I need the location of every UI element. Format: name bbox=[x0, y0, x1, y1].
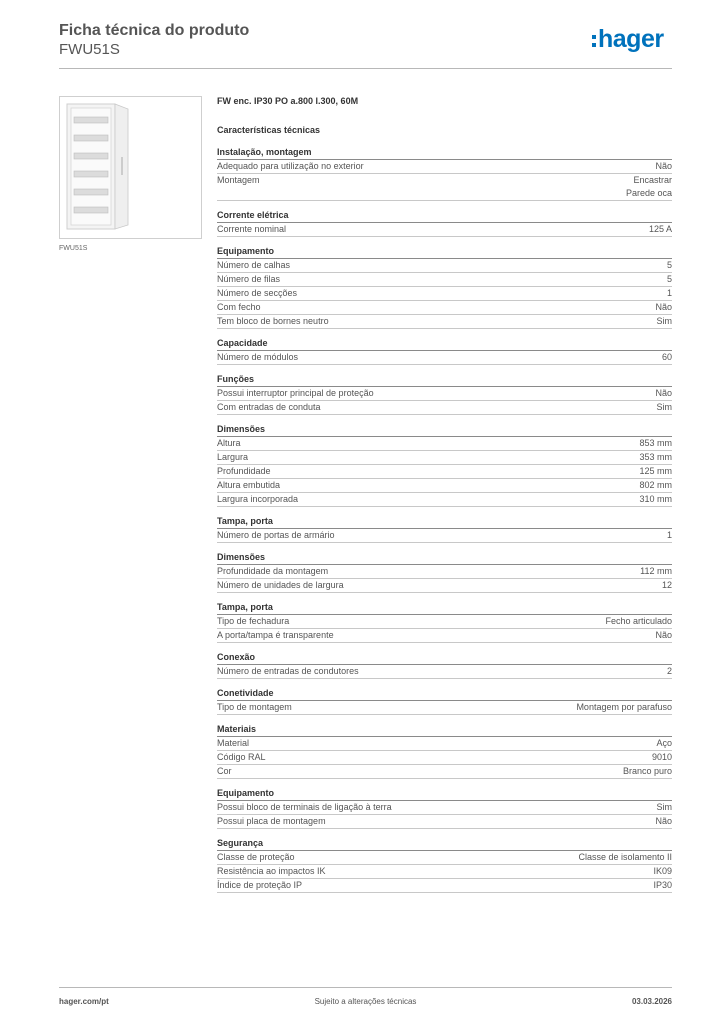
spec-value-line: 1 bbox=[666, 288, 672, 298]
section-title: Dimensões bbox=[217, 423, 672, 437]
spec-value-line: Sim bbox=[656, 402, 672, 412]
spec-value-line: IP30 bbox=[653, 880, 672, 890]
spec-label: Código RAL bbox=[217, 752, 266, 762]
footer-divider bbox=[59, 987, 672, 988]
spec-value bbox=[640, 565, 672, 578]
spec-row bbox=[217, 287, 672, 301]
spec-section bbox=[217, 787, 672, 829]
spec-row bbox=[217, 565, 672, 579]
spec-row bbox=[217, 401, 672, 415]
spec-row bbox=[217, 465, 672, 479]
spec-value bbox=[639, 479, 672, 492]
spec-value bbox=[657, 401, 673, 414]
spec-value bbox=[667, 273, 672, 286]
section-title: Tampa, porta bbox=[217, 601, 672, 615]
section-title: Instalação, montagem bbox=[217, 146, 672, 160]
spec-value bbox=[667, 287, 672, 300]
spec-row bbox=[217, 851, 672, 865]
hager-logo[interactable] bbox=[592, 26, 664, 52]
spec-row bbox=[217, 579, 672, 593]
spec-value-line: 9010 bbox=[651, 752, 672, 762]
spec-label: Número de portas de armário bbox=[217, 530, 335, 540]
spec-row bbox=[217, 629, 672, 643]
spec-label: Número de módulos bbox=[217, 352, 299, 362]
spec-label: Com entradas de conduta bbox=[217, 402, 321, 412]
spec-label: Cor bbox=[217, 766, 232, 776]
spec-label: Tipo de montagem bbox=[217, 702, 292, 712]
spec-section bbox=[217, 601, 672, 643]
spec-value-line: 310 mm bbox=[639, 494, 672, 504]
spec-label: Profundidade da montagem bbox=[217, 566, 329, 576]
spec-value bbox=[657, 801, 673, 814]
spec-label: Possui placa de montagem bbox=[217, 816, 326, 826]
section-title: Corrente elétrica bbox=[217, 209, 672, 223]
enclosure-illustration bbox=[60, 97, 201, 238]
spec-value bbox=[605, 615, 672, 628]
spec-section bbox=[217, 423, 672, 507]
section-title: Materiais bbox=[217, 723, 672, 737]
spec-value-line: 5 bbox=[666, 274, 672, 284]
spec-row bbox=[217, 273, 672, 287]
spec-value bbox=[626, 174, 672, 200]
spec-value bbox=[662, 579, 672, 592]
spec-value-line: 802 mm bbox=[639, 480, 672, 490]
spec-value bbox=[653, 865, 672, 878]
spec-row bbox=[217, 865, 672, 879]
spec-label: Tipo de fechadura bbox=[217, 616, 290, 626]
spec-value bbox=[576, 701, 672, 714]
spec-value-line: 853 mm bbox=[639, 438, 672, 448]
spec-label: Possui interruptor principal de proteção bbox=[217, 388, 374, 398]
spec-sections bbox=[217, 146, 672, 893]
spec-row bbox=[217, 879, 672, 893]
spec-row bbox=[217, 451, 672, 465]
spec-row bbox=[217, 315, 672, 329]
spec-row bbox=[217, 301, 672, 315]
spec-value-line: Parede oca bbox=[625, 188, 672, 198]
spec-value bbox=[578, 851, 672, 864]
section-title: Tampa, porta bbox=[217, 515, 672, 529]
footer-disclaimer: Sujeito a alterações técnicas bbox=[314, 997, 417, 1006]
spec-content bbox=[217, 96, 672, 901]
footer-date: 03.03.2026 bbox=[631, 997, 672, 1006]
image-caption: FWU51S bbox=[59, 245, 88, 252]
product-code: FWU51S bbox=[59, 41, 120, 58]
spec-value-line: Encastrar bbox=[633, 175, 672, 185]
spec-value-line: Fecho articulado bbox=[605, 616, 672, 626]
section-title: Capacidade bbox=[217, 337, 672, 351]
spec-label: Número de unidades de largura bbox=[217, 580, 344, 590]
spec-label: Possui bloco de terminais de ligação à terra bbox=[217, 802, 392, 812]
spec-label: Largura bbox=[217, 452, 249, 462]
spec-section bbox=[217, 651, 672, 679]
spec-value bbox=[652, 751, 672, 764]
spec-label: Número de filas bbox=[217, 274, 281, 284]
spec-label: Altura embutida bbox=[217, 480, 281, 490]
spec-label: Adequado para utilização no exterior bbox=[217, 161, 364, 171]
spec-row bbox=[217, 437, 672, 451]
spec-value bbox=[639, 437, 672, 450]
spec-row bbox=[217, 765, 672, 779]
spec-section bbox=[217, 687, 672, 715]
spec-label: Corrente nominal bbox=[217, 224, 287, 234]
spec-label: Número de entradas de condutores bbox=[217, 666, 359, 676]
spec-row bbox=[217, 351, 672, 365]
spec-label: Tem bloco de bornes neutro bbox=[217, 316, 329, 326]
spec-row bbox=[217, 615, 672, 629]
product-image bbox=[59, 96, 202, 239]
spec-value bbox=[662, 351, 672, 364]
spec-value bbox=[657, 315, 673, 328]
spec-value-line: IK09 bbox=[653, 866, 672, 876]
spec-row bbox=[217, 387, 672, 401]
spec-value bbox=[655, 160, 672, 173]
spec-value-line: Não bbox=[655, 161, 672, 171]
section-title: Equipamento bbox=[217, 245, 672, 259]
spec-row bbox=[217, 479, 672, 493]
spec-value-line: 1 bbox=[666, 530, 672, 540]
page-header bbox=[59, 22, 249, 59]
section-title: Funções bbox=[217, 373, 672, 387]
spec-value bbox=[655, 387, 672, 400]
spec-value bbox=[649, 223, 672, 236]
spec-value bbox=[667, 529, 672, 542]
logo-text: hager bbox=[598, 25, 664, 53]
spec-label: Material bbox=[217, 738, 250, 748]
spec-row bbox=[217, 529, 672, 543]
spec-value-line: Não bbox=[655, 630, 672, 640]
spec-row bbox=[217, 751, 672, 765]
header-divider bbox=[59, 68, 672, 69]
spec-value bbox=[623, 765, 672, 778]
spec-value bbox=[667, 259, 672, 272]
spec-label: Resistência ao impactos IK bbox=[217, 866, 326, 876]
footer-website-link[interactable]: hager.com/pt bbox=[59, 997, 109, 1006]
spec-section bbox=[217, 146, 672, 201]
spec-section bbox=[217, 373, 672, 415]
spec-row bbox=[217, 801, 672, 815]
spec-row bbox=[217, 493, 672, 507]
spec-row bbox=[217, 223, 672, 237]
spec-value bbox=[639, 465, 672, 478]
section-title: Conexão bbox=[217, 651, 672, 665]
spec-row bbox=[217, 665, 672, 679]
spec-value bbox=[656, 737, 672, 750]
spec-section bbox=[217, 337, 672, 365]
spec-row bbox=[217, 259, 672, 273]
spec-value-line: 2 bbox=[666, 666, 672, 676]
spec-value-line: 125 A bbox=[648, 224, 672, 234]
spec-value bbox=[639, 493, 672, 506]
spec-value-line: 12 bbox=[661, 580, 672, 590]
spec-value-line: 125 mm bbox=[639, 466, 672, 476]
section-title: Segurança bbox=[217, 837, 672, 851]
spec-value-line: 353 mm bbox=[639, 452, 672, 462]
spec-row bbox=[217, 174, 672, 201]
spec-section bbox=[217, 245, 672, 329]
spec-section bbox=[217, 723, 672, 779]
spec-section bbox=[217, 551, 672, 593]
spec-label: Montagem bbox=[217, 175, 260, 185]
spec-row bbox=[217, 160, 672, 174]
spec-label: Classe de proteção bbox=[217, 852, 295, 862]
spec-value bbox=[655, 301, 672, 314]
spec-section bbox=[217, 209, 672, 237]
spec-value bbox=[655, 815, 672, 828]
spec-value-line: Branco puro bbox=[622, 766, 672, 776]
section-title: Dimensões bbox=[217, 551, 672, 565]
spec-value-line: Classe de isolamento II bbox=[578, 852, 672, 862]
spec-value bbox=[667, 665, 672, 678]
spec-row bbox=[217, 737, 672, 751]
spec-value-line: Sim bbox=[656, 802, 672, 812]
spec-label: Índice de proteção IP bbox=[217, 880, 303, 890]
spec-row bbox=[217, 815, 672, 829]
spec-value-line: Montagem por parafuso bbox=[576, 702, 672, 712]
spec-label: Altura bbox=[217, 438, 241, 448]
tech-characteristics-heading: Características técnicas bbox=[217, 125, 321, 135]
section-title: Conetividade bbox=[217, 687, 672, 701]
spec-value-line: Não bbox=[655, 816, 672, 826]
section-title: Equipamento bbox=[217, 787, 672, 801]
spec-label: Com fecho bbox=[217, 302, 261, 312]
spec-section bbox=[217, 515, 672, 543]
spec-value-line: Não bbox=[655, 388, 672, 398]
spec-value-line: 5 bbox=[666, 260, 672, 270]
spec-value bbox=[639, 451, 672, 464]
spec-value-line: Aço bbox=[656, 738, 672, 748]
spec-label: A porta/tampa é transparente bbox=[217, 630, 334, 640]
page-title: Ficha técnica do produto bbox=[59, 22, 250, 39]
spec-value-line: 112 mm bbox=[640, 566, 672, 576]
spec-section bbox=[217, 837, 672, 893]
spec-label: Profundidade bbox=[217, 466, 271, 476]
spec-value bbox=[655, 629, 672, 642]
spec-label: Largura incorporada bbox=[217, 494, 299, 504]
spec-label: Número de secções bbox=[217, 288, 298, 298]
spec-value bbox=[653, 879, 672, 892]
logo-dots-icon bbox=[592, 35, 596, 47]
spec-label: Número de calhas bbox=[217, 260, 291, 270]
spec-value-line: Não bbox=[655, 302, 672, 312]
spec-row bbox=[217, 701, 672, 715]
spec-value-line: 60 bbox=[661, 352, 672, 362]
product-description: FW enc. IP30 PO a.800 l.300, 60M bbox=[217, 96, 359, 106]
spec-value-line: Sim bbox=[656, 316, 672, 326]
